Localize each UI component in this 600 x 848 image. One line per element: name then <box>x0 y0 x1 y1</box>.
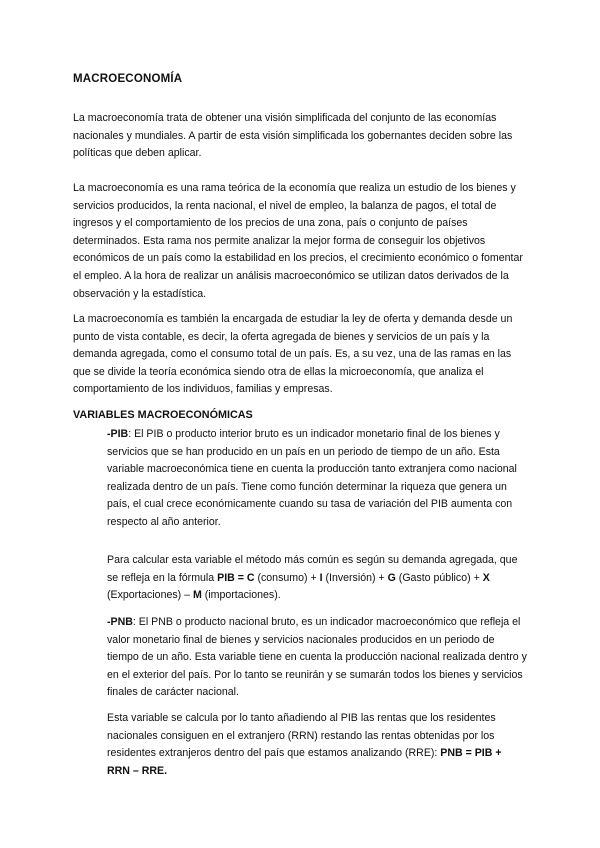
formula-g: G <box>387 571 396 584</box>
pib-formula-paragraph <box>107 552 527 605</box>
supply-demand-paragraph: La macroeconomía es también la encargada de estudiar la ley de oferta y demanda desde un punto de vista contable, es decir, la oferta agregada de bienes y servicios de un país y la demanda agregada, como el consumo total de un país. Es, a su vez, una de las ramas en las que se divide la teoría económica siendo otra de ellas la microeconomía, que analiza el comportamiento de los individuos, familias y empresas. <box>73 313 513 396</box>
formula-i: I <box>319 571 323 584</box>
pnb-label: -PNB <box>107 616 133 628</box>
formula-lead: Para calcular esta variable el método más común es según su demanda agregada, que se refleja en la fórmula <box>107 554 518 584</box>
definition-paragraph: La macroeconomía es una rama teórica de la economía que realiza un estudio de los bienes y servicios producidos, la renta nacional, el nivel de empleo, la balanza de pagos, el total de ingresos y el comportamiento de los precios de una zona, país o conjunto de países determinados. Esta rama nos permite analizar la mejor forma de conseguir los objetivos económicos de un país como la estabilidad en los precios, el crecimiento económico o fomentar el empleo. A la hora de realizar un análisis macroeconómico se utilizan datos derivados de la observación y la estadística. <box>73 182 523 300</box>
formula-x-desc: (Exportaciones) – <box>107 589 193 602</box>
pnb-calc-text: Esta variable se calcula por lo tanto añadiendo al PIB las rentas que los residentes nacionales consiguen en el extranjero (RRN) restando las rentas obtenidas por los residentes extranjeros dentro del país que estamos analizando (RRE): <box>107 712 496 760</box>
intro-paragraph: La macroeconomía trata de obtener una visión simplificada del conjunto de las economías nacionales y mundiales. A partir de esta visión simplificada los gobernantes deciden sobre las políticas que deben aplicar. <box>73 112 513 160</box>
formula-i-desc: (Inversión) + <box>322 571 388 584</box>
formula-g-desc: (Gasto público) + <box>395 571 483 584</box>
formula-c-desc: (consumo) + <box>254 571 320 584</box>
formula-m: M <box>192 589 202 602</box>
pib-label: -PIB <box>107 428 129 440</box>
pnb-formula: PNB = PIB + RRN – RRE. <box>107 747 502 777</box>
pib-paragraph <box>107 426 527 532</box>
section-heading: VARIABLES MACROECONÓMICAS <box>73 409 253 421</box>
formula-m-desc: (importaciones). <box>201 589 281 602</box>
document-title: MACROECONOMÍA <box>73 73 183 85</box>
formula-pib-c: PIB = C <box>217 571 255 584</box>
pnb-text: : El PNB o producto nacional bruto, es un indicador macroeconómico que refleja el valor monetario final de bienes y servicios nacionales producidos en un periodo de tiempo de un año. Esta variable tiene en cuenta la producción nacional realizada dentro y en el exterior del país. Por lo tanto se reunirán y se sumarán todos los bienes y servicios finales de carácter nacional. <box>107 616 527 699</box>
pib-text: : El PIB o producto interior bruto es un indicador monetario final de los bienes y servicios que se han producido en un país en un periodo de tiempo de un año. Esta variable macroeconómica tiene en cuenta la producción tanto extranjera como nacional realizada dentro de un país. Tiene como función determinar la riqueza que genera un país, el cual crece económicamente cuando su tasa de variación del PIB aumenta con respecto al año anterior. <box>107 428 517 528</box>
formula-x: X <box>482 571 490 584</box>
pnb-calc-paragraph <box>107 710 527 780</box>
pnb-paragraph <box>107 614 527 702</box>
